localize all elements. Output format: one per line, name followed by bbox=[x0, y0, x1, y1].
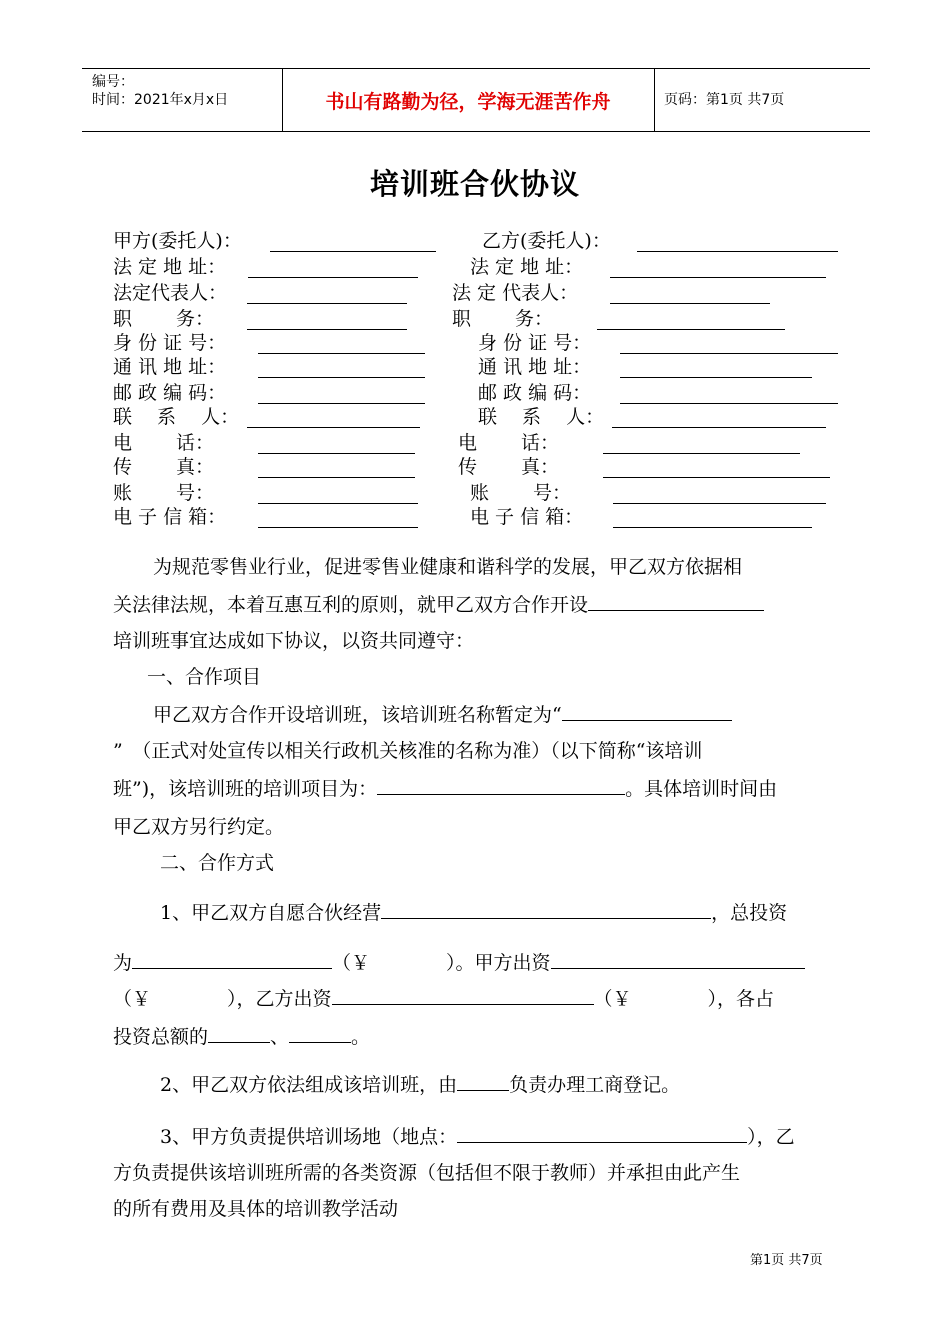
p1-line2: 关法律法规，本着互惠互利的原则，就甲乙双方合作开设 bbox=[113, 596, 837, 615]
party-b-blank-line[interactable] bbox=[620, 377, 812, 378]
party-a-label: 通 讯 地 址： bbox=[113, 356, 227, 378]
p2-line2: ” （正式对处宣传以相关行政机关核准的名称为准）（以下简称“该培训 bbox=[113, 740, 703, 762]
party-b-blank-line[interactable] bbox=[620, 353, 838, 354]
number-label: 编号： bbox=[92, 74, 134, 90]
item-1-line4: 投资总额的 、 。 bbox=[113, 1026, 371, 1048]
p2-line3: 班”)，该培训班的培训项目为： 。具体培训时间由 bbox=[113, 778, 778, 800]
party-b-label: 职 务： bbox=[452, 308, 554, 330]
item-1-line3: （￥ ），乙方出资 （￥ ），各占 bbox=[113, 988, 775, 1010]
blank-line[interactable] bbox=[377, 793, 625, 795]
page-footer: 第1页 共7页 bbox=[750, 1253, 823, 1268]
party-a-blank-line[interactable] bbox=[258, 477, 415, 478]
header-table bbox=[82, 68, 870, 132]
party-a-blank-line[interactable] bbox=[258, 503, 418, 504]
party-a-blank-line[interactable] bbox=[258, 453, 415, 454]
item-1-line1: 1、甲乙双方自愿合伙经营 ，总投资 bbox=[160, 902, 788, 924]
party-b-blank-line[interactable] bbox=[610, 277, 826, 278]
blank-line[interactable] bbox=[289, 1041, 351, 1043]
party-b-label: 传 真： bbox=[458, 456, 560, 478]
header-page-label: 页码：第1页 共7页 bbox=[664, 92, 785, 108]
time-label: 时间：2021年x月x日 bbox=[92, 92, 229, 108]
party-b-label: 电 子 信 箱： bbox=[470, 506, 584, 528]
party-a-blank-line[interactable] bbox=[247, 303, 407, 304]
party-b-blank-line[interactable] bbox=[612, 427, 826, 428]
p2-line1: 甲乙双方合作开设培训班，该培训班名称暂定为“ bbox=[153, 706, 877, 725]
party-b-label: 身 份 证 号： bbox=[478, 332, 592, 354]
section-2-heading: 二、合作方式 bbox=[160, 852, 275, 874]
blank-line[interactable] bbox=[457, 1141, 747, 1143]
party-a-blank-line[interactable] bbox=[247, 427, 420, 428]
party-a-blank-line[interactable] bbox=[258, 403, 425, 404]
p2-line4: 甲乙双方另行约定。 bbox=[113, 816, 285, 838]
p1-line3: 培训班事宜达成如下协议，以资共同遵守： bbox=[113, 630, 475, 652]
party-a-label: 邮 政 编 码： bbox=[113, 382, 227, 404]
party-b-label: 联 系 人： bbox=[478, 406, 605, 428]
item-3-line3: 的所有费用及具体的培训教学活动 bbox=[113, 1198, 399, 1220]
item-3-line2: 方负责提供该培训班所需的各类资源（包括但不限于教师）并承担由此产生 bbox=[113, 1162, 741, 1184]
party-b-blank-line[interactable] bbox=[603, 453, 800, 454]
party-b-blank-line[interactable] bbox=[603, 477, 830, 478]
party-b-label: 乙方(委托人)： bbox=[482, 230, 611, 252]
party-a-blank-line[interactable] bbox=[258, 377, 425, 378]
party-a-blank-line[interactable] bbox=[247, 329, 407, 330]
party-b-label: 电 话： bbox=[458, 432, 560, 454]
party-a-blank-line[interactable] bbox=[258, 527, 418, 528]
party-b-blank-line[interactable] bbox=[597, 329, 785, 330]
blank-line[interactable] bbox=[132, 967, 332, 969]
party-b-blank-line[interactable] bbox=[637, 251, 838, 252]
party-a-label: 传 真： bbox=[113, 456, 215, 478]
item-1-line2: 为 （￥ ）。甲方出资 bbox=[113, 954, 837, 973]
party-a-label: 甲方(委托人)： bbox=[113, 230, 242, 252]
blank-line[interactable] bbox=[551, 967, 805, 969]
party-b-label: 账 号： bbox=[470, 482, 572, 504]
party-b-label: 法 定 地 址： bbox=[470, 256, 584, 278]
party-a-blank-line[interactable] bbox=[258, 353, 425, 354]
party-a-label: 账 号： bbox=[113, 482, 215, 504]
document-title: 培训班合伙协议 bbox=[369, 167, 580, 201]
party-b-blank-line[interactable] bbox=[613, 503, 826, 504]
party-a-label: 电 话： bbox=[113, 432, 215, 454]
party-b-blank-line[interactable] bbox=[613, 527, 812, 528]
item-2: 2、甲乙双方依法组成该培训班，由 负责办理工商登记。 bbox=[160, 1074, 681, 1096]
party-a-blank-line[interactable] bbox=[270, 251, 436, 252]
party-a-label: 法定代表人： bbox=[113, 282, 228, 304]
blank-line[interactable] bbox=[457, 1089, 509, 1091]
party-a-blank-line[interactable] bbox=[248, 277, 418, 278]
party-b-label: 邮 政 编 码： bbox=[478, 382, 592, 404]
party-a-label: 法 定 地 址： bbox=[113, 256, 227, 278]
party-b-blank-line[interactable] bbox=[620, 403, 838, 404]
p1-line1: 为规范零售业行业，促进零售业健康和谐科学的发展，甲乙双方依据相 bbox=[153, 556, 743, 578]
blank-line[interactable] bbox=[208, 1041, 270, 1043]
party-a-label: 电 子 信 箱： bbox=[113, 506, 227, 528]
header-motto: 书山有路勤为径，学海无涯苦作舟 bbox=[325, 91, 611, 113]
party-b-blank-line[interactable] bbox=[610, 303, 770, 304]
item-3-line1: 3、甲方负责提供培训场地（地点： ），乙 bbox=[160, 1126, 795, 1148]
party-b-label: 通 讯 地 址： bbox=[478, 356, 592, 378]
party-a-label: 联 系 人： bbox=[113, 406, 240, 428]
blank-line[interactable] bbox=[588, 609, 764, 611]
blank-line[interactable] bbox=[332, 1003, 594, 1005]
header-divider bbox=[654, 69, 655, 131]
blank-line[interactable] bbox=[381, 917, 711, 919]
section-1-heading: 一、合作项目 bbox=[147, 666, 262, 688]
blank-line[interactable] bbox=[562, 719, 732, 721]
party-b-label: 法 定 代表人： bbox=[452, 282, 579, 304]
party-a-label: 职 务： bbox=[113, 308, 215, 330]
party-a-label: 身 份 证 号： bbox=[113, 332, 227, 354]
